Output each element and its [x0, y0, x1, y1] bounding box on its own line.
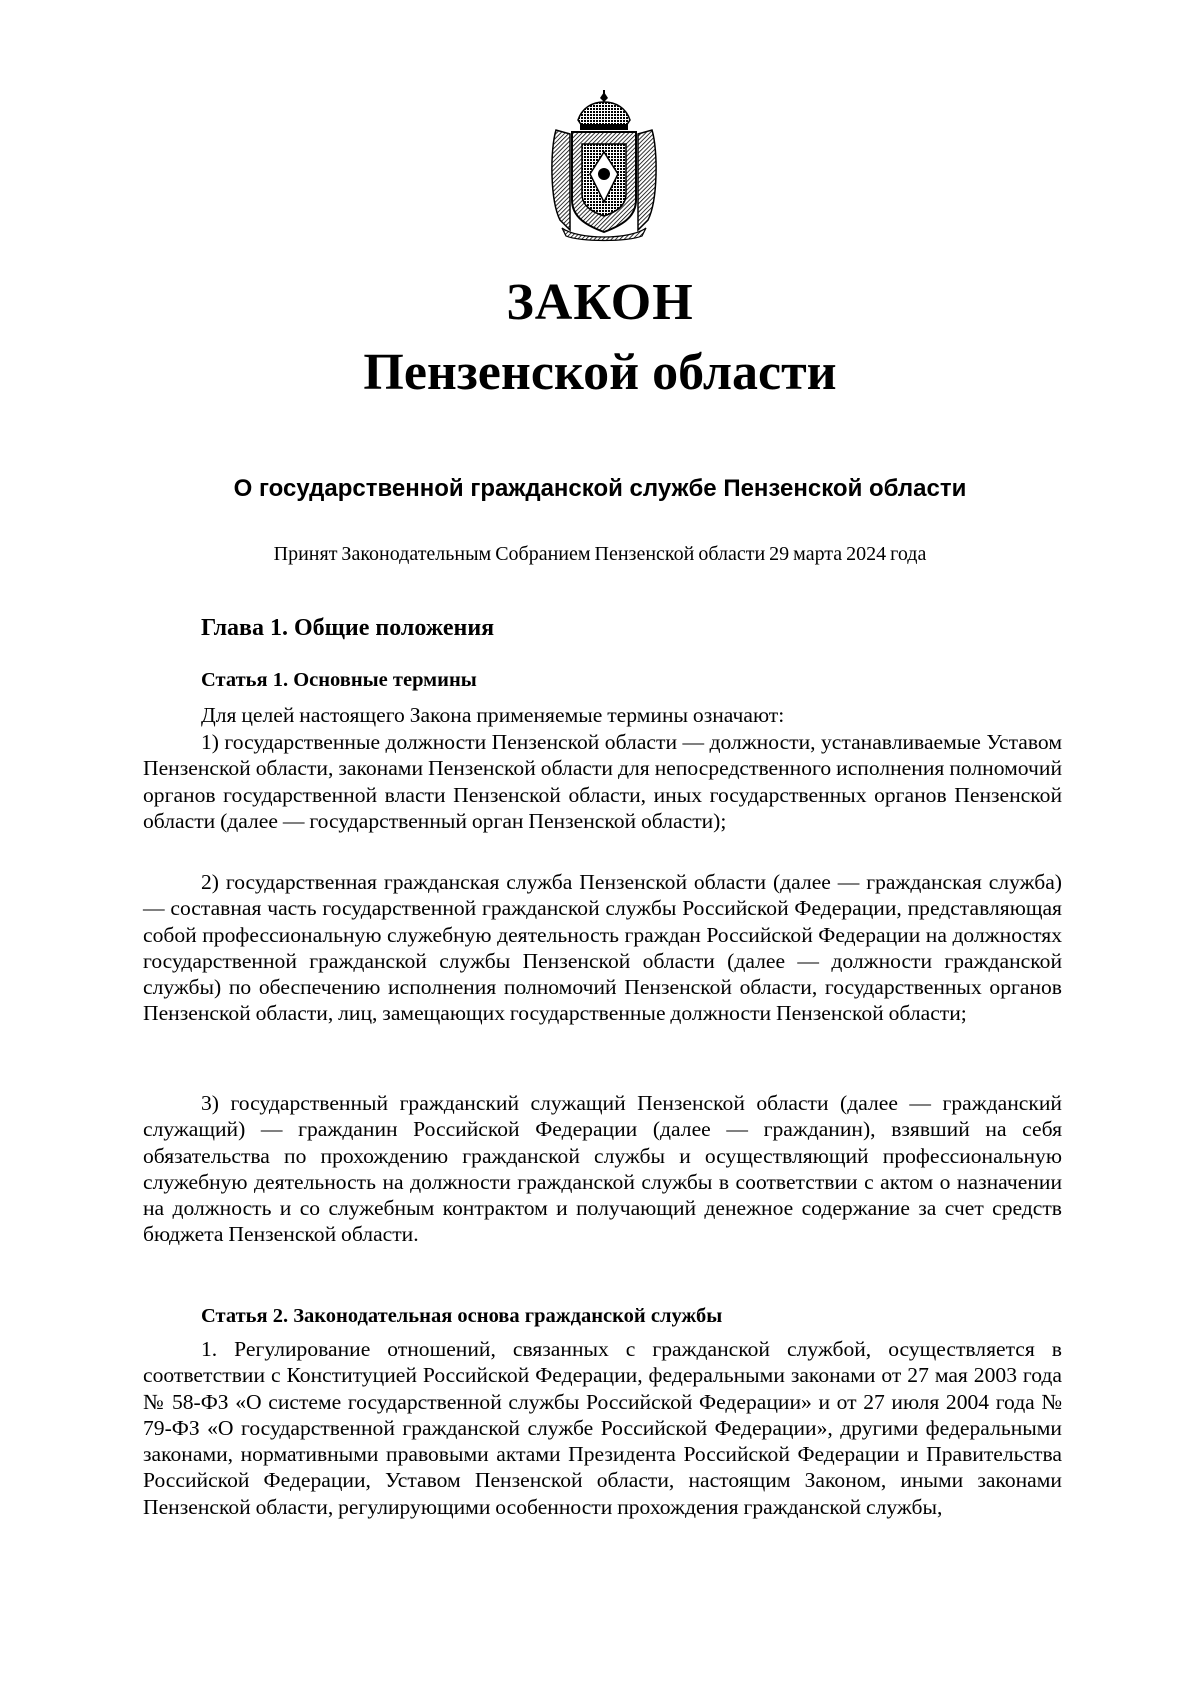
- article-1-item-1: 1) государственные должности Пензенской области — должности, устанавливаемые Уставом Пензенской области, законами Пензенской области для непосредственного исполнения полномочий органов государственной власти Пензенской области, иных государственных органов Пензенской области (далее — государственный орган Пензенской области);: [143, 730, 1062, 833]
- article-1-item-3: 3) государственный гражданский служащий Пензенской области (далее — гражданский служащий) — гражданин Российской Федерации (далее — гражданин), взявший на себя обязательства по прохождению гражданской службы и осуществляющий профессиональную служебную деятельность на должности гражданской службы в соответствии с актом о назначении на должность и со служебным контрактом и получающий денежное содержание за счет средств бюджета Пензенской области.: [143, 1091, 1062, 1247]
- article-1-intro: Для целей настоящего Закона применяемые термины означают:: [201, 703, 785, 727]
- article-2-heading: Статья 2. Законодательная основа гражданской службы: [201, 1305, 723, 1327]
- law-subject: О государственной гражданской службе Пензенской области: [233, 475, 967, 502]
- document-region: Пензенской области: [363, 344, 837, 401]
- document-title: ЗАКОН: [506, 274, 694, 331]
- article-2-paragraph-1: 1. Регулирование отношений, связанных с гражданской службой, осуществляется в соответствии с Конституцией Российской Федерации, федеральными законами от 27 мая 2003 года № 58-ФЗ «О системе государственной службы Российской Федерации» и от 27 июля 2004 года № 79-ФЗ «О государственной гражданской службе Российской Федерации», другими федеральными законами, нормативными правовыми актами Президента Российской Федерации и Правительства Российской Федерации, Уставом Пензенской области, настоящим Законом, иными законами Пензенской области, регулирующими особенности прохождения гражданской службы,: [143, 1337, 1062, 1519]
- article-1-heading: Статья 1. Основные термины: [201, 669, 477, 691]
- chapter-heading: Глава 1. Общие положения: [201, 615, 495, 641]
- article-1-item-2: 2) государственная гражданская служба Пензенской области (далее — гражданская служба) — составная часть государственной гражданской службы Российской Федерации, представляющая собой профессиональную служебную деятельность граждан Российской Федерации на должностях государственной гражданской службы Пензенской области (далее — должности гражданской службы) по обеспечению исполнения полномочий Пензенской области, государственных органов Пензенской области, лиц, замещающих государственные должности Пензенской области;: [143, 870, 1062, 1026]
- coat-of-arms-icon: [548, 90, 660, 242]
- adoption-note: Принят Законодательным Собранием Пензенской области 29 марта 2024 года: [273, 543, 927, 565]
